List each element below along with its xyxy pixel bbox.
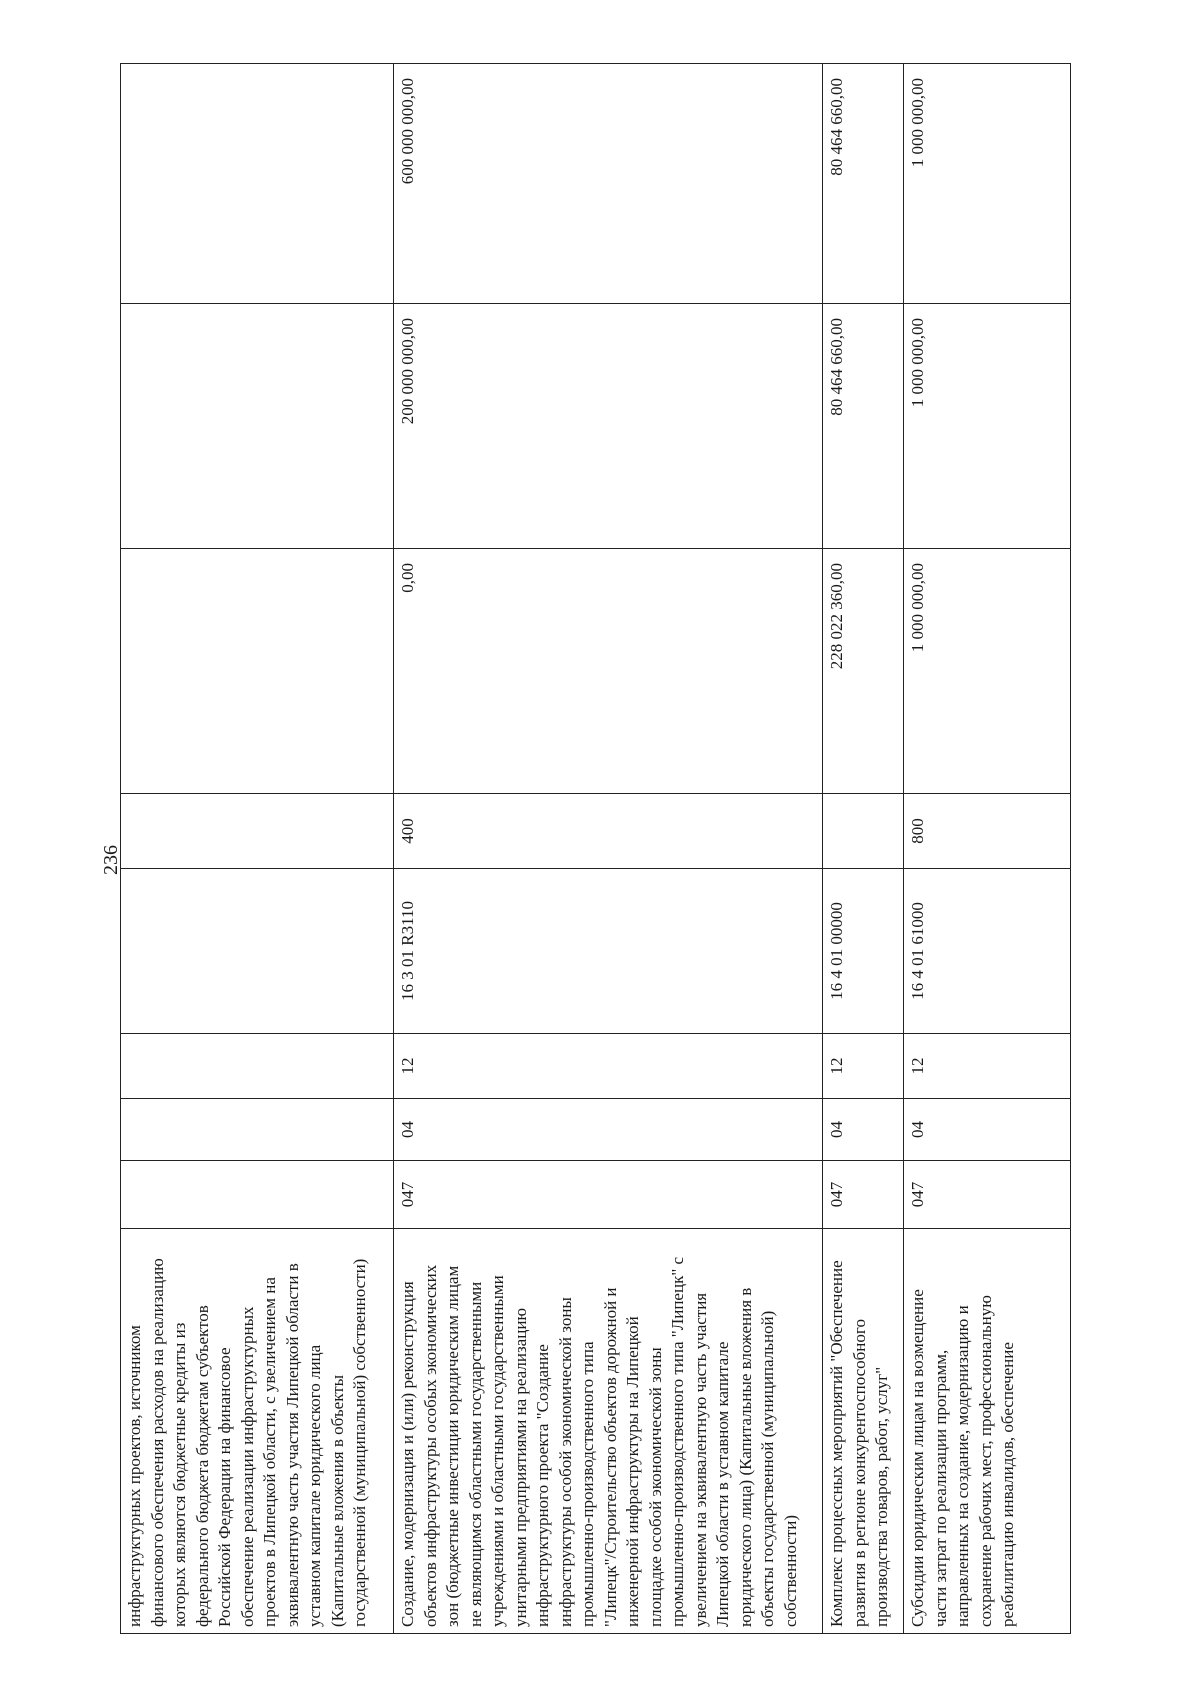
sum-year1-cell: [121, 549, 394, 794]
sum-year1-cell: 228 022 360,00: [823, 549, 904, 794]
expense-type-cell: [121, 794, 394, 869]
subsection-cell: 12: [823, 1034, 904, 1099]
target-article-cell: [121, 869, 394, 1034]
section-cell: 04: [394, 1099, 823, 1161]
grbs-cell: 047: [823, 1161, 904, 1229]
table-row: [121, 64, 394, 1634]
sum-year1-cell: 1 000 000,00: [904, 549, 1071, 794]
table-row: [904, 64, 1071, 1634]
section-cell: 04: [823, 1099, 904, 1161]
sum-year2-cell: [121, 304, 394, 549]
table-row: [394, 64, 823, 1634]
sum-year3-cell: 1 000 000,00: [904, 64, 1071, 304]
target-article-cell: 16 4 01 61000: [904, 869, 1071, 1034]
rotated-table-container: [120, 64, 1080, 1634]
sum-year1-cell: 0,00: [394, 549, 823, 794]
target-article-cell: 16 3 01 R3110: [394, 869, 823, 1034]
section-cell: [121, 1099, 394, 1161]
sum-year2-cell: 200 000 000,00: [394, 304, 823, 549]
budget-table: [120, 63, 1071, 1634]
section-cell: 04: [904, 1099, 1071, 1161]
sum-year3-cell: [121, 64, 394, 304]
target-article-cell: 16 4 01 00000: [823, 869, 904, 1034]
row-description: инфраструктурных проектов, источником финансового обеспечения расходов на реализацию которых являются бюджетные кредиты из федерального бюджета бюджетам субъектов Российской Федерации на финансовое обеспечение реализации инфраструктурных проектов в Липецкой области, с увеличением на эквивалентную часть участия Липецкой области в уставном капитале юридического лица (Капитальные вложения в объекты государственной (муниципальной) собственности): [121, 1229, 394, 1634]
subsection-cell: [121, 1034, 394, 1099]
row-description: Создание, модернизация и (или) реконструкция объектов инфраструктуры особых экономических зон (бюджетные инвестиции юридическим лицам не являющимся областными государственными учреждениями и областными государственными унитарными предприятиями на реализацию инфраструктурного проекта "Создание инфраструктуры особой экономической зоны промышленно-производственного типа "Липецк"/Строительство объектов дорожной и инженерной инфраструктуры на Липецкой площадке особой экономической зоны промышленно-производственного типа "Липецк" с увеличением на эквивалентную часть участия Липецкой области в уставном капитале юридического лица) (Капитальные вложения в объекты государственной (муниципальной) собственности): [394, 1229, 823, 1634]
subsection-cell: 12: [394, 1034, 823, 1099]
subsection-cell: 12: [904, 1034, 1071, 1099]
page-number: 236: [100, 845, 122, 875]
sum-year2-cell: 80 464 660,00: [823, 304, 904, 549]
sum-year3-cell: 600 000 000,00: [394, 64, 823, 304]
grbs-cell: 047: [904, 1161, 1071, 1229]
expense-type-cell: 400: [394, 794, 823, 869]
sum-year3-cell: 80 464 660,00: [823, 64, 904, 304]
grbs-cell: 047: [394, 1161, 823, 1229]
grbs-cell: [121, 1161, 394, 1229]
table-row: [823, 64, 904, 1634]
row-description: Субсидии юридическим лицам на возмещение части затрат по реализации программ, направленных на создание, модернизацию и сохранение рабочих мест, профессиональную реабилитацию инвалидов, обеспечение: [904, 1229, 1071, 1634]
expense-type-cell: [823, 794, 904, 869]
sum-year2-cell: 1 000 000,00: [904, 304, 1071, 549]
row-description: Комплекс процессных мероприятий "Обеспечение развития в регионе конкурентоспособного производства товаров, работ, услуг": [823, 1229, 904, 1634]
expense-type-cell: 800: [904, 794, 1071, 869]
